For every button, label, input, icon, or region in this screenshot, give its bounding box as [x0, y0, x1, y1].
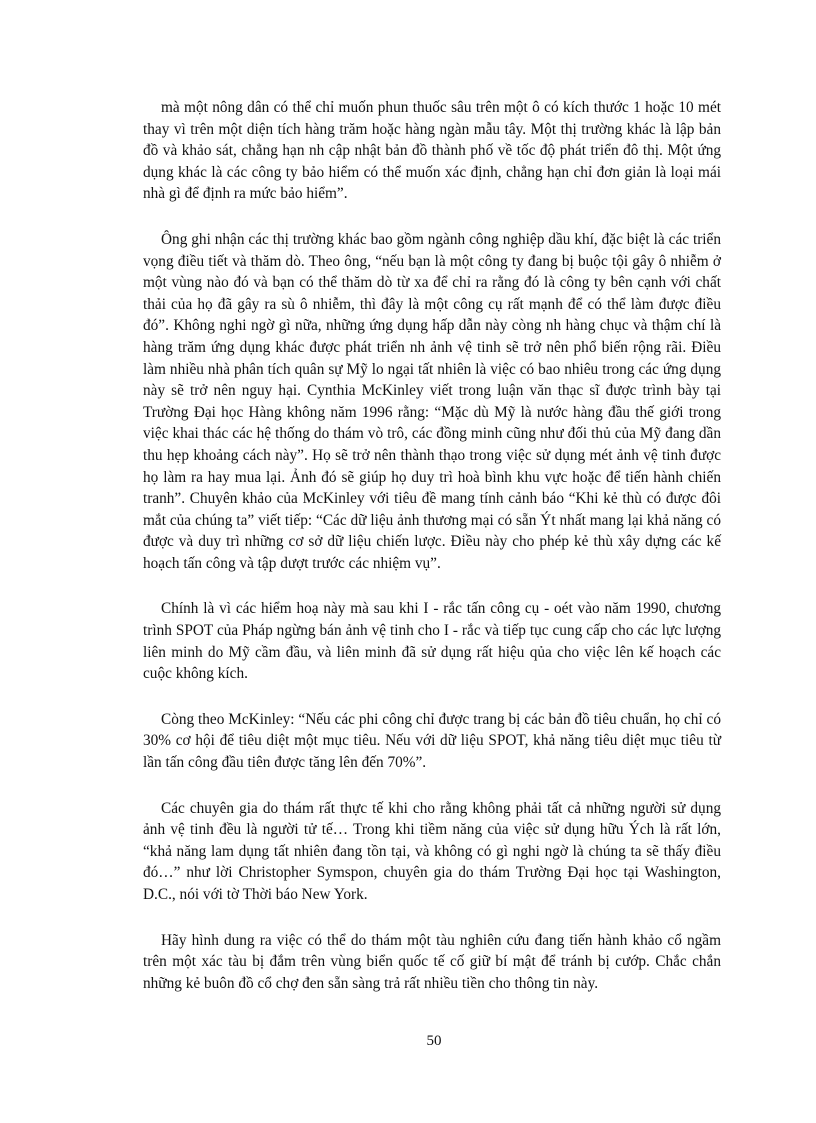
- paragraph-4: Còng theo McKinley: “Nếu các phi công chỉ được trang bị các bản đồ tiêu chuẩn, họ chỉ có 30% cơ hội để tiêu diệt một mục tiêu. Nếu với dữ liệu SPOT, khả năng tiêu diệt mục tiêu từ lần tấn công đầu tiên được tăng lên đến 70%”.: [143, 710, 721, 772]
- document-page: [143, 97, 721, 1018]
- page-number: 50: [426, 1033, 442, 1049]
- paragraph-1: mà một nông dân có thể chỉ muốn phun thuốc sâu trên một ô có kích thước 1 hoặc 10 mét thay vì trên một diện tích hàng trăm hoặc hàng ngàn mẫu tây. Một thị trường khác là lập bản đồ và khảo sát, chẳng hạn nh cập nhật bản đồ thành phố về tốc độ phát triển đô thị. Một ứng dụng khác là các công ty bảo hiểm có thể muốn xác định, chẳng hạn chỉ đơn giản là loại mái nhà gì để định ra mức bảo hiểm”.: [143, 99, 721, 203]
- paragraph-2: Ông ghi nhận các thị trường khác bao gồm ngành công nghiệp dầu khí, đặc biệt là các triển vọng điều tiết và thăm dò. Theo ông, “nếu bạn là một công ty đang bị buộc tội gây ô nhiễm ở một vùng nào đó và bạn có thể thăm dò từ xa để chỉ ra rằng đó là công ty bên cạnh với chất thải của họ đã gây ra sù ô nhiễm, thì đây là một công cụ rất mạnh để có thể làm được điều đó”. Không nghi ngờ gì nữa, những ứng dụng hấp dẫn này còng nh hàng chục và thậm chí là hàng trăm ứng dụng khác được phát triển nh ảnh vệ tinh sẽ trở nên phổ biến rộng rãi. Điều làm nhiều nhà phân tích quân sự Mỹ lo ngại tất nhiên là việc có bao nhiêu trong các ứng dụng này sẽ trở nên nguy hại. Cynthia McKinley viết trong luận văn thạc sĩ được trình bày tại Trường Đại học Hàng không năm 1996 rằng: “Mặc dù Mỹ là nước hàng đầu thế giới trong việc khai thác các hệ thống do thám vò trô, các đồng minh cũng như đối thủ của Mỹ đang dần thu hẹp khoảng cách này”. Họ sẽ trở nên thành thạo trong việc sử dụng mét ảnh vệ tinh được họ làm ra hay mua lại. Ảnh đó sẽ giúp họ duy trì hoà bình khu vực hoặc để tiến hành chiến tranh”. Chuyên khảo của McKinley với tiêu đề mang tính cảnh báo “Khi kẻ thù có được đôi mắt của chúng ta” viết tiếp: “Các dữ liệu ảnh thương mại có sẵn Ýt nhất mang lại khả năng có được và duy trì những cơ sở dữ liệu chiến lược. Điều này cho phép kẻ thù xây dựng các kế hoạch tấn công và tập dượt trước các nhiệm vụ”.: [143, 230, 721, 572]
- paragraph-6: Hãy hình dung ra việc có thể do thám một tàu nghiên cứu đang tiến hành khảo cổ ngầm trên một xác tàu bị đắm trên vùng biển quốc tế cố giữ bí mật để tránh bị cướp. Chắc chắn những kẻ buôn đồ cổ chợ đen sẵn sàng trả rất nhiều tiền cho thông tin này.: [143, 931, 721, 992]
- paragraph-3: Chính là vì các hiểm hoạ này mà sau khi I - rắc tấn công cụ - oét vào năm 1990, chương trình SPOT của Pháp ngừng bán ảnh vệ tinh cho I - rắc và tiếp tục cung cấp cho các lực lượng liên minh do Mỹ cầm đầu, và liên minh đã sử dụng rất hiệu qủa cho việc lên kế hoạch các cuộc không kích.: [143, 600, 721, 683]
- paragraph-5: Các chuyên gia do thám rất thực tế khi cho rằng không phải tất cả những người sử dụng ảnh vệ tinh đều là người tử tế… Trong khi tiềm năng của việc sử dụng hữu Ých là rất lớn, “khả năng lam dụng tất nhiên đang tồn tại, và không có gì nghi ngờ là chúng ta sẽ thấy điều đó…” như lời Christopher Symspon, chuyên gia do thám Trường Đại học tại Washington, D.C., nói với tờ Thời báo New York.: [143, 799, 721, 903]
